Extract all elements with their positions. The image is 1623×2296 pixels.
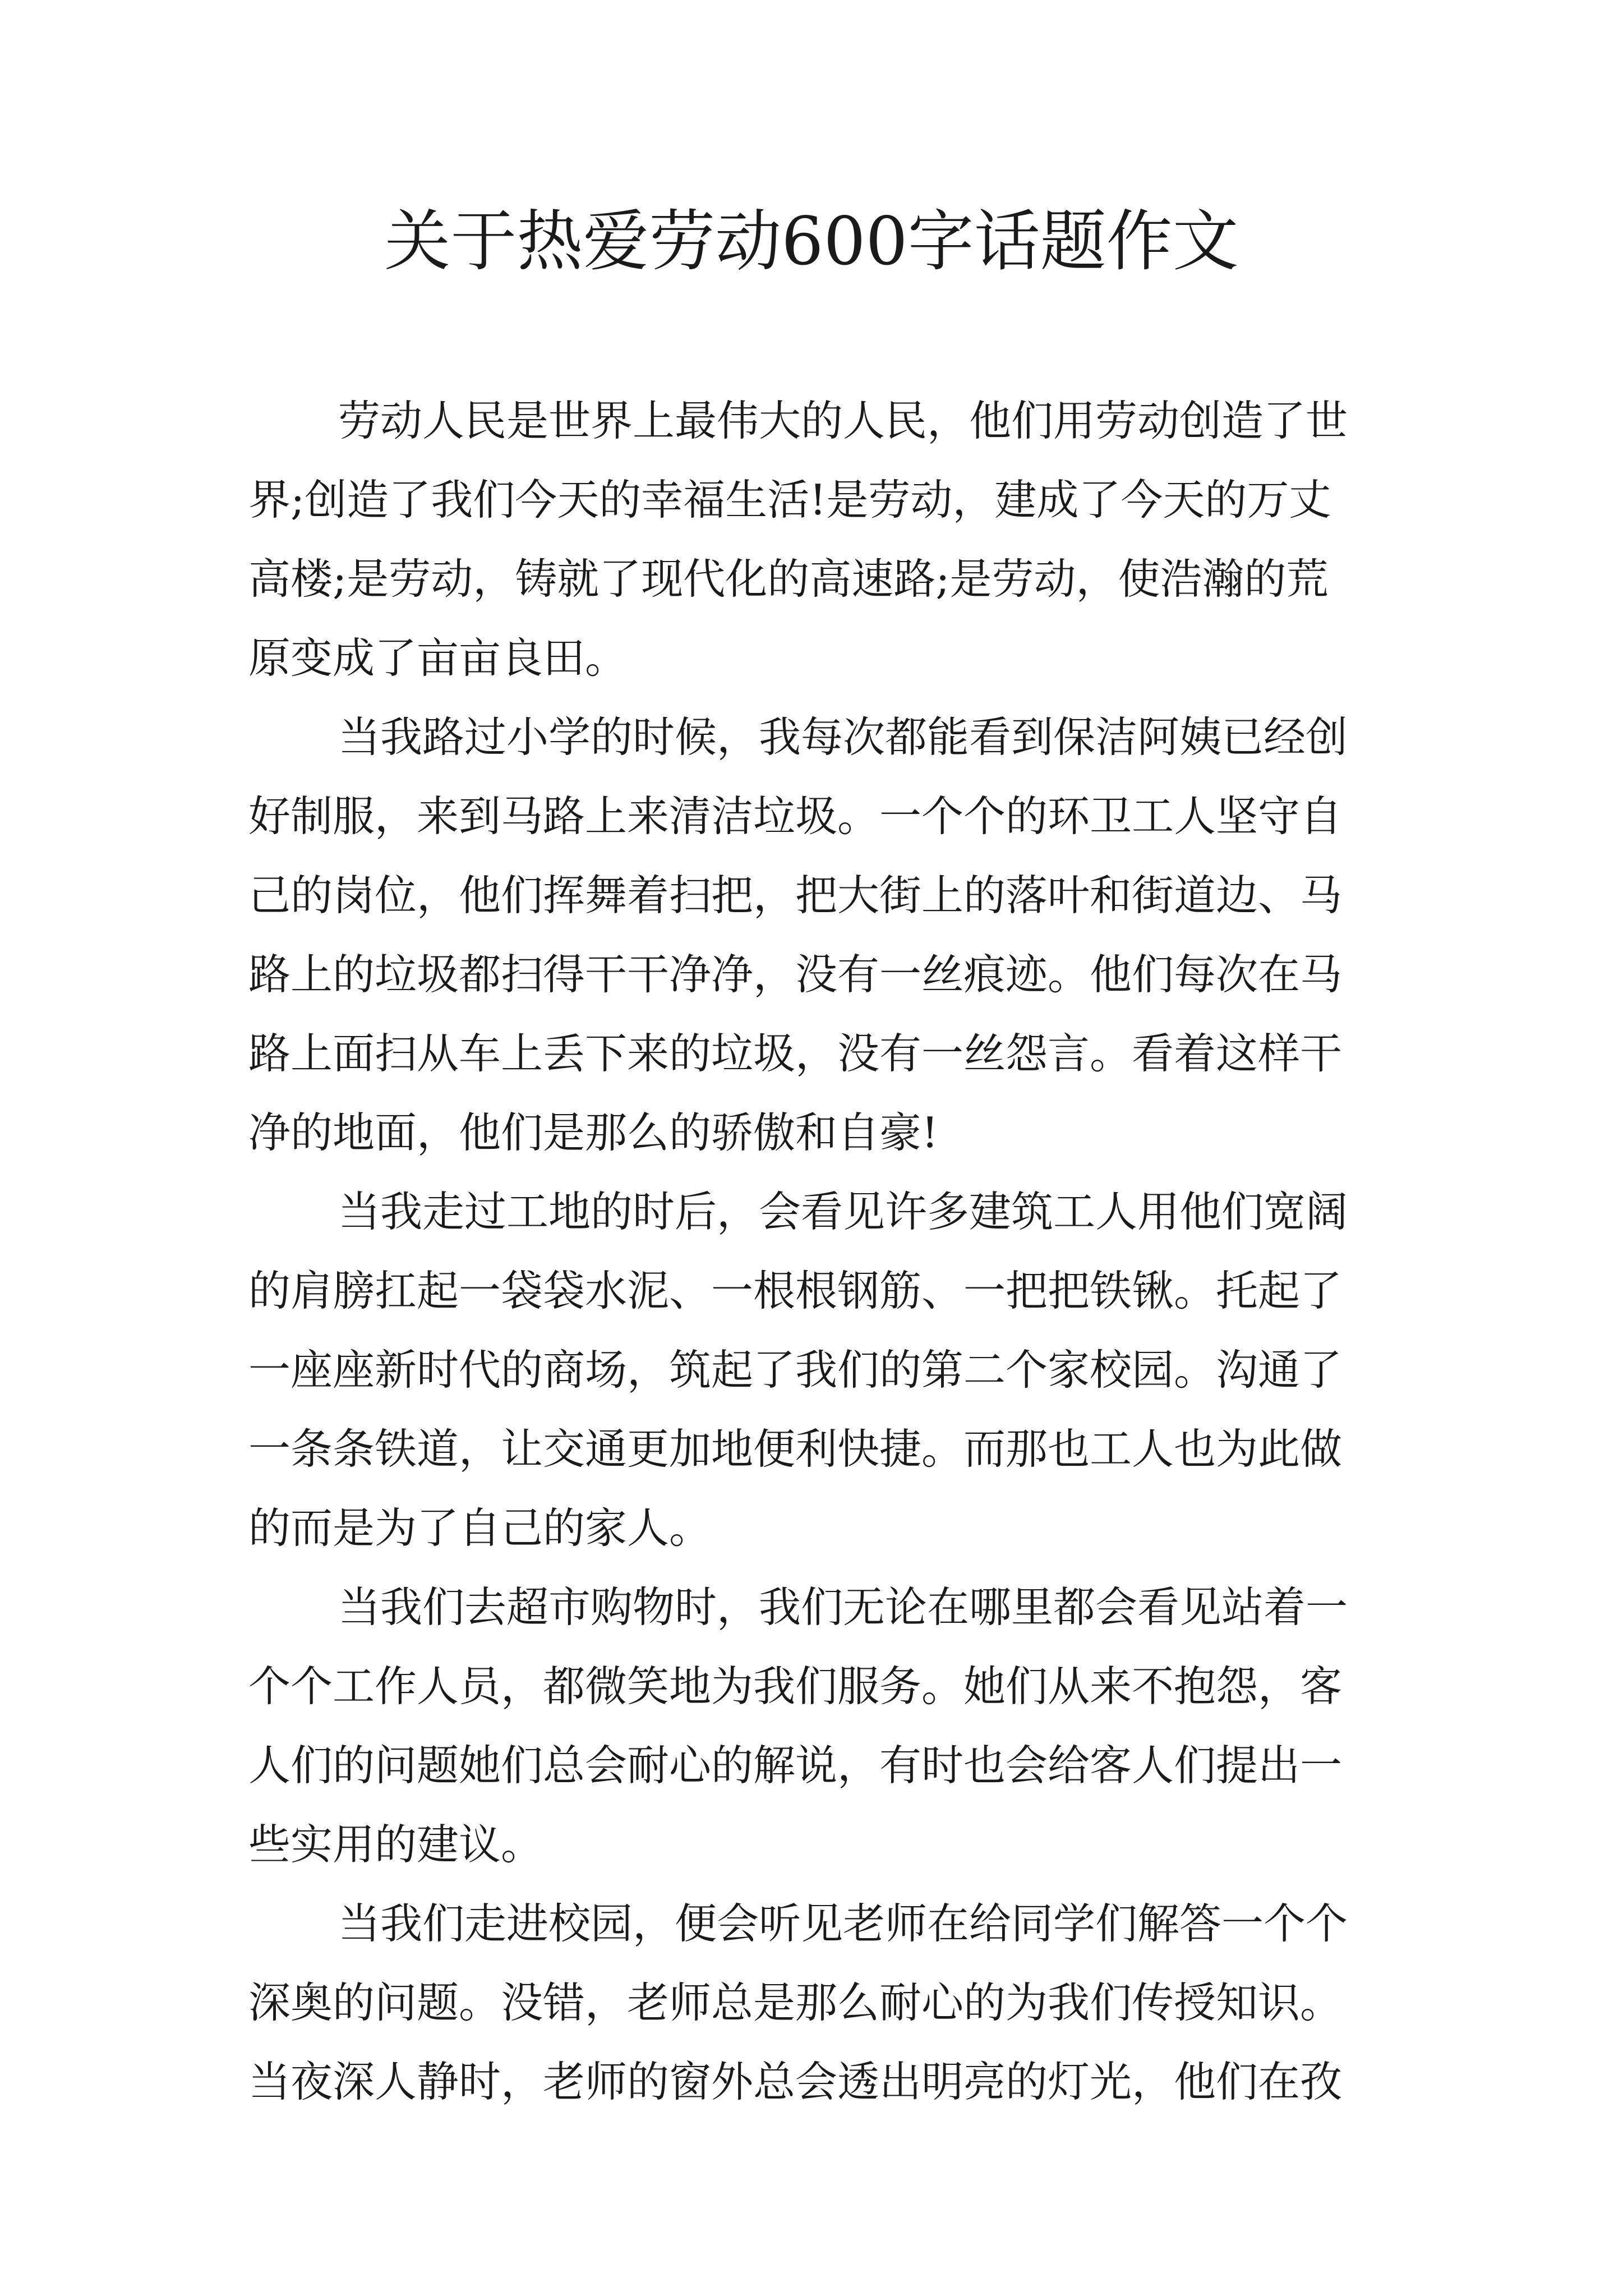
text-line: 一条条铁道，让交通更加地便利快捷。而那也工人也为此做 — [248, 1424, 1343, 1474]
text-line: 劳动人民是世界上最伟大的人民，他们用劳动创造了世 — [338, 396, 1348, 445]
text-line: 当夜深人静时，老师的窗外总会透出明亮的灯光，他们在孜 — [248, 2057, 1343, 2106]
text-line: 高楼;是劳动，铸就了现代化的高速路;是劳动，使浩瀚的荒 — [248, 554, 1329, 604]
text-line: 些实用的建议。 — [248, 1820, 543, 1869]
text-line: 当我路过小学的时候，我每次都能看到保洁阿姨已经创 — [338, 712, 1348, 762]
text-line: 路上面扫从车上丢下来的垃圾，没有一丝怨言。看着这样干 — [248, 1029, 1343, 1078]
text-line: 当我们走进校园，便会听见老师在给同学们解答一个个 — [338, 1899, 1348, 1948]
text-line: 原变成了亩亩良田。 — [248, 633, 628, 683]
document-body — [248, 381, 1398, 2122]
text-line: 净的地面，他们是那么的骄傲和自豪! — [248, 1108, 939, 1157]
text-line: 个个工作人员，都微笑地为我们服务。她们从来不抱怨，客 — [248, 1662, 1343, 1711]
document-title: 关于热爱劳动600字话题作文 — [384, 203, 1239, 280]
text-line: 当我们去超市购物时，我们无论在哪里都会看见站着一 — [338, 1582, 1348, 1632]
text-line: 路上的垃圾都扫得干干净净，没有一丝痕迹。他们每次在马 — [248, 950, 1343, 999]
text-line: 的肩膀扛起一袋袋水泥、一根根钢筋、一把把铁锹。托起了 — [248, 1266, 1343, 1315]
text-line: 一座座新时代的商场，筑起了我们的第二个家校园。沟通了 — [248, 1345, 1343, 1395]
text-line: 己的岗位，他们挥舞着扫把，把大街上的落叶和街道边、马 — [248, 871, 1343, 920]
text-line: 人们的问题她们总会耐心的解说，有时也会给客人们提出一 — [248, 1741, 1343, 1790]
text-line: 的而是为了自己的家人。 — [248, 1503, 712, 1553]
text-line: 界;创造了我们今天的幸福生活!是劳动，建成了今天的万丈 — [248, 475, 1331, 524]
text-line: 好制服，来到马路上来清洁垃圾。一个个的环卫工人坚守自 — [248, 792, 1343, 841]
text-line: 当我走过工地的时后，会看见许多建筑工人用他们宽阔 — [338, 1187, 1348, 1236]
text-line: 深奥的问题。没错，老师总是那么耐心的为我们传授知识。 — [248, 1978, 1343, 2027]
